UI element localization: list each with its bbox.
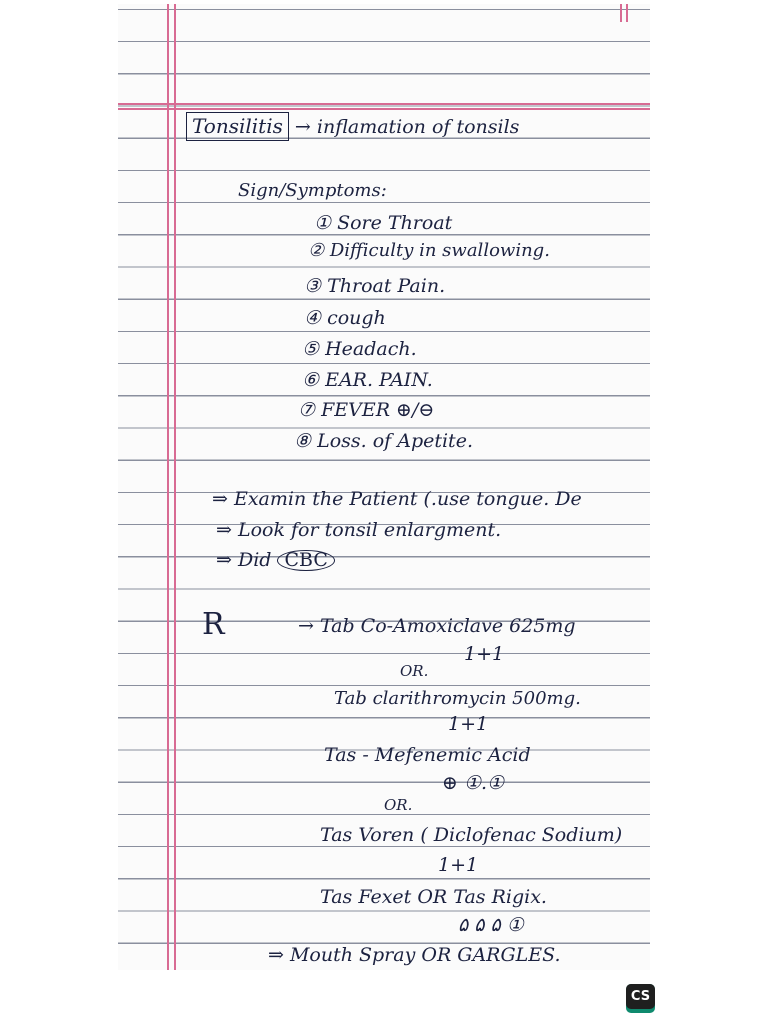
rx-symbol: R	[202, 607, 225, 642]
symptom-item: ⑤ Headach.	[302, 338, 417, 360]
left-margin-line-2	[174, 4, 176, 970]
cbc-circled: CBC	[277, 550, 334, 571]
rx-line: Tas Fexet OR Tas Rigix.	[320, 886, 547, 908]
rx-line: Tab clarithromycin 500mg.	[334, 688, 581, 709]
exam-item: ⇒ Look for tonsil enlargment.	[216, 519, 502, 541]
symptom-item: ② Difficulty in swallowing.	[308, 240, 550, 261]
camscanner-logo	[626, 984, 655, 1013]
rx-line: ⊕ ①.①	[442, 772, 505, 794]
rx-line: 1+1	[464, 643, 505, 665]
right-edge-mark	[620, 4, 622, 22]
rx-line: Tas - Mefenemic Acid	[324, 744, 531, 766]
symptom-item: ⑥ EAR. PAIN.	[302, 369, 433, 391]
symptom-item: ① Sore Throat	[314, 212, 453, 234]
symptom-item: ⑦ FEVER ⊕/⊖	[298, 399, 435, 421]
rx-line: 1+1	[438, 854, 479, 876]
right-edge-mark-2	[626, 4, 628, 22]
exam-item: ⇒ Examin the Patient (.use tongue. De	[212, 488, 582, 510]
rx-line: ⇒ Mouth Spray OR GARGLES.	[268, 944, 561, 966]
rx-line: OR.	[384, 796, 413, 814]
exam-item-label: ⇒ Did	[216, 549, 272, 571]
symptom-item: ⑧ Loss. of Apetite.	[294, 430, 473, 452]
rx-line: OR.	[400, 662, 429, 680]
camscanner-logo-text: CS	[626, 984, 655, 1009]
left-margin-line	[167, 4, 169, 970]
title-row	[186, 116, 519, 137]
signs-heading: Sign/Symptoms:	[238, 180, 387, 201]
symptom-item: ③ Throat Pain.	[304, 275, 446, 297]
definition-text: inflamation of tonsils	[316, 116, 520, 138]
exam-item	[216, 550, 335, 571]
symptom-item: ④ cough	[304, 307, 386, 329]
definition-arrow: →	[294, 116, 311, 138]
rx-line: 1+1	[448, 713, 489, 735]
page-title: Tonsilitis	[186, 112, 289, 141]
top-margin-rule-2	[118, 108, 650, 110]
rx-line: Tas Voren ( Diclofenac Sodium)	[320, 824, 623, 846]
rx-line: → Tab Co-Amoxiclave 625mg	[298, 615, 576, 637]
top-margin-rule	[118, 103, 650, 105]
notebook-page	[118, 4, 650, 970]
rx-line: ۵ ۵ ۵ ①	[458, 914, 524, 936]
